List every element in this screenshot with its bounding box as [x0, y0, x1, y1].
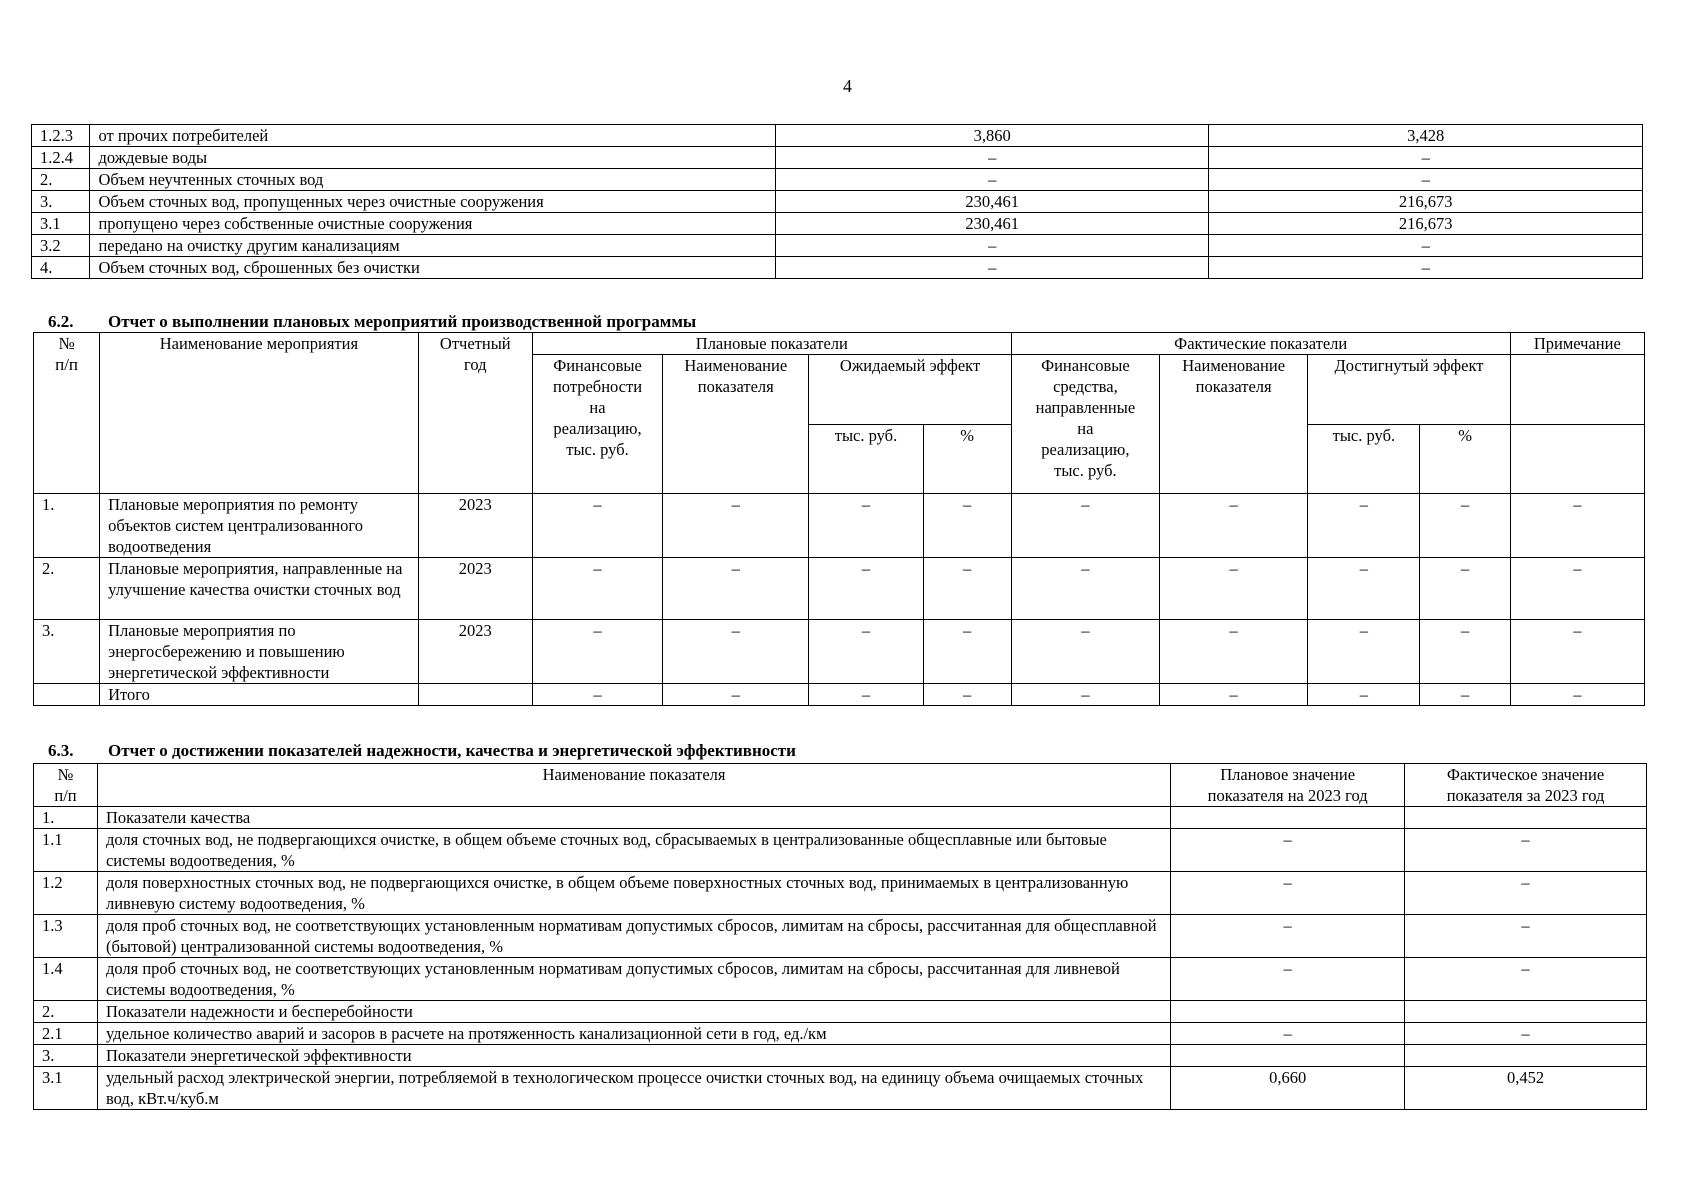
total-value: –: [1308, 684, 1420, 706]
table-row: [34, 958, 1647, 1001]
value-2022: –: [776, 257, 1209, 279]
total-value: –: [1011, 684, 1159, 706]
plan-effect-header: Ожидаемый эффект: [809, 355, 1011, 425]
row-name: пропущено через собственные очистные сооружения: [90, 213, 776, 235]
row-name: от прочих потребителей: [90, 125, 776, 147]
plan-value: 0,660: [1171, 1067, 1405, 1110]
indicators-table: [33, 763, 1647, 1110]
row-value: –: [1510, 558, 1644, 620]
row-value: –: [1160, 558, 1308, 620]
row-value: –: [1160, 494, 1308, 558]
table-row: [32, 125, 1643, 147]
row-value: –: [1011, 558, 1159, 620]
plan-indicator-header: Наименование показателя: [663, 355, 809, 494]
total-value: –: [532, 684, 662, 706]
table-row: [32, 213, 1643, 235]
plan-value: –: [1171, 915, 1405, 958]
fact-value: 0,452: [1405, 1067, 1647, 1110]
note-header-filler: [1510, 424, 1644, 494]
row-value: –: [1308, 620, 1420, 684]
row-name: удельный расход электрической энергии, потребляемой в технологическом процессе очистки сточных вод, на единицу объема очищаемых сточных вод, кВт.ч/куб.м: [97, 1067, 1170, 1110]
row-value: –: [663, 494, 809, 558]
row-value: –: [1308, 558, 1420, 620]
row-number: 1.2: [34, 872, 98, 915]
value-2023: –: [1209, 169, 1643, 191]
col-num-header: № п/п: [34, 764, 98, 807]
planned-activities-table: [33, 332, 1645, 706]
table-row: [34, 620, 1645, 684]
row-name: Объем неучтенных сточных вод: [90, 169, 776, 191]
row-number: 2.: [34, 1001, 98, 1023]
section-number: 6.3.: [48, 741, 74, 760]
value-2022: 230,461: [776, 191, 1209, 213]
value-2022: –: [776, 235, 1209, 257]
row-name: доля проб сточных вод, не соответствующих установленным нормативам допустимых сбросов, лимитам на сбросы, рассчитанная для общесплавной (бытовой) централизованной системы водоотведения, %: [97, 915, 1170, 958]
row-value: –: [663, 620, 809, 684]
fact-header: Фактические показатели: [1011, 333, 1510, 355]
table-row: [32, 169, 1643, 191]
plan-value: [1171, 807, 1405, 829]
row-name: Плановые мероприятия, направленные на улучшение качества очистки сточных вод: [100, 558, 419, 620]
value-2022: –: [776, 147, 1209, 169]
row-name: доля сточных вод, не подвергающихся очистке, в общем объеме сточных вод, сбрасываемых в централизованные общесплавные или бытовые системы водоотведения, %: [97, 829, 1170, 872]
row-name: Плановые мероприятия по ремонту объектов систем централизованного водоотведения: [100, 494, 419, 558]
total-value: –: [1420, 684, 1510, 706]
row-value: –: [923, 558, 1011, 620]
plan-value: –: [1171, 958, 1405, 1001]
row-value: –: [663, 558, 809, 620]
value-2022: 3,860: [776, 125, 1209, 147]
row-value: –: [1160, 620, 1308, 684]
row-number: [34, 684, 100, 706]
table-row: [32, 147, 1643, 169]
note-header-filler: [1510, 355, 1644, 425]
plan-value: –: [1171, 1023, 1405, 1045]
row-name: дождевые воды: [90, 147, 776, 169]
wastewater-volume-table: [31, 124, 1643, 279]
row-number: 1.: [34, 807, 98, 829]
section-title-text: Отчет о выполнении плановых мероприятий производственной программы: [108, 312, 697, 331]
row-value: –: [532, 620, 662, 684]
row-number: 1.2.4: [32, 147, 90, 169]
row-name: передано на очистку другим канализациям: [90, 235, 776, 257]
row-number: 2.1: [34, 1023, 98, 1045]
table-row: [34, 1067, 1647, 1110]
plan-value: [1171, 1001, 1405, 1023]
total-value: –: [1510, 684, 1644, 706]
fact-value: –: [1405, 829, 1647, 872]
total-value: –: [923, 684, 1011, 706]
row-name: Плановые мероприятия по энергосбережению и повышению энергетической эффективности: [100, 620, 419, 684]
row-value: –: [809, 558, 923, 620]
row-value: –: [1308, 494, 1420, 558]
row-number: 1.4: [34, 958, 98, 1001]
table-row: [32, 191, 1643, 213]
col-fact-header: Фактическое значение показателя за 2023 год: [1405, 764, 1647, 807]
row-number: 1.3: [34, 915, 98, 958]
table-row: [34, 558, 1645, 620]
value-2023: –: [1209, 257, 1643, 279]
value-2022: –: [776, 169, 1209, 191]
total-value: –: [1160, 684, 1308, 706]
table-row: [34, 1045, 1647, 1067]
plan-value: –: [1171, 829, 1405, 872]
row-number: 3.1: [34, 1067, 98, 1110]
plan-header: Плановые показатели: [532, 333, 1011, 355]
note-header: Примечание: [1510, 333, 1644, 355]
total-row: [34, 684, 1645, 706]
row-number: 3.: [34, 620, 100, 684]
row-year: 2023: [418, 494, 532, 558]
table-row: [34, 807, 1647, 829]
table-row: [34, 1023, 1647, 1045]
col-name-header: Наименование мероприятия: [100, 333, 419, 494]
section-6-3-title: [48, 741, 796, 761]
col-plan-header: Плановое значение показателя на 2023 год: [1171, 764, 1405, 807]
table-row: [34, 872, 1647, 915]
row-value: –: [809, 494, 923, 558]
plan-rub-header: тыс. руб.: [809, 424, 923, 494]
plan-pct-header: %: [923, 424, 1011, 494]
table-row: [34, 829, 1647, 872]
fact-rub-header: тыс. руб.: [1308, 424, 1420, 494]
row-value: –: [923, 620, 1011, 684]
value-2023: 216,673: [1209, 191, 1643, 213]
total-value: –: [809, 684, 923, 706]
col-year-header: Отчетный год: [418, 333, 532, 494]
row-name: удельное количество аварий и засоров в расчете на протяженность канализационной сети в год, ед./км: [97, 1023, 1170, 1045]
row-name: Показатели качества: [97, 807, 1170, 829]
row-name: доля поверхностных сточных вод, не подвергающихся очистке, в общем объеме поверхностных сточных вод, принимаемых в централизованную ливневую систему водоотведения, %: [97, 872, 1170, 915]
value-2023: –: [1209, 147, 1643, 169]
fact-fin-header: Финансовые средства, направленные на реализацию, тыс. руб.: [1011, 355, 1159, 494]
row-name: доля проб сточных вод, не соответствующих установленным нормативам допустимых сбросов, лимитам на сбросы, рассчитанная для ливневой системы водоотведения, %: [97, 958, 1170, 1001]
plan-value: [1171, 1045, 1405, 1067]
row-number: 2.: [34, 558, 100, 620]
row-value: –: [1011, 494, 1159, 558]
row-value: –: [532, 558, 662, 620]
row-number: 3.2: [32, 235, 90, 257]
section-number: 6.2.: [48, 312, 74, 331]
row-number: 2.: [32, 169, 90, 191]
value-2022: 230,461: [776, 213, 1209, 235]
row-year: [418, 684, 532, 706]
plan-value: –: [1171, 872, 1405, 915]
fact-effect-header: Достигнутый эффект: [1308, 355, 1510, 425]
row-value: –: [1420, 558, 1510, 620]
row-number: 4.: [32, 257, 90, 279]
table-row: [34, 915, 1647, 958]
value-2023: –: [1209, 235, 1643, 257]
row-number: 3.: [34, 1045, 98, 1067]
table-row: [34, 1001, 1647, 1023]
page-number: 4: [843, 76, 852, 96]
fact-value: –: [1405, 1023, 1647, 1045]
row-value: –: [1420, 494, 1510, 558]
row-year: 2023: [418, 620, 532, 684]
row-number: 3.1: [32, 213, 90, 235]
fact-value: [1405, 1001, 1647, 1023]
row-name: Показатели надежности и бесперебойности: [97, 1001, 1170, 1023]
total-label: Итого: [100, 684, 419, 706]
fact-indicator-header: Наименование показателя: [1160, 355, 1308, 494]
fact-value: [1405, 807, 1647, 829]
row-value: –: [923, 494, 1011, 558]
row-name: Показатели энергетической эффективности: [97, 1045, 1170, 1067]
row-value: –: [532, 494, 662, 558]
fact-value: –: [1405, 958, 1647, 1001]
row-value: –: [1510, 494, 1644, 558]
row-number: 3.: [32, 191, 90, 213]
row-value: –: [809, 620, 923, 684]
row-name: Объем сточных вод, сброшенных без очистки: [90, 257, 776, 279]
col-num-header: № п/п: [34, 333, 100, 494]
row-year: 2023: [418, 558, 532, 620]
table-row: [32, 257, 1643, 279]
row-number: 1.: [34, 494, 100, 558]
section-6-2-title: [48, 312, 696, 332]
row-value: –: [1510, 620, 1644, 684]
row-value: –: [1011, 620, 1159, 684]
table-row: [34, 494, 1645, 558]
row-number: 1.2.3: [32, 125, 90, 147]
table-row: [32, 235, 1643, 257]
total-value: –: [663, 684, 809, 706]
row-value: –: [1420, 620, 1510, 684]
fact-pct-header: %: [1420, 424, 1510, 494]
row-name: Объем сточных вод, пропущенных через очистные сооружения: [90, 191, 776, 213]
col-name-header: Наименование показателя: [97, 764, 1170, 807]
plan-fin-header: Финансовые потребности на реализацию, тыс. руб.: [532, 355, 662, 494]
section-title-text: Отчет о достижении показателей надежности, качества и энергетической эффективности: [108, 741, 796, 760]
value-2023: 3,428: [1209, 125, 1643, 147]
row-number: 1.1: [34, 829, 98, 872]
fact-value: –: [1405, 872, 1647, 915]
value-2023: 216,673: [1209, 213, 1643, 235]
fact-value: –: [1405, 915, 1647, 958]
fact-value: [1405, 1045, 1647, 1067]
